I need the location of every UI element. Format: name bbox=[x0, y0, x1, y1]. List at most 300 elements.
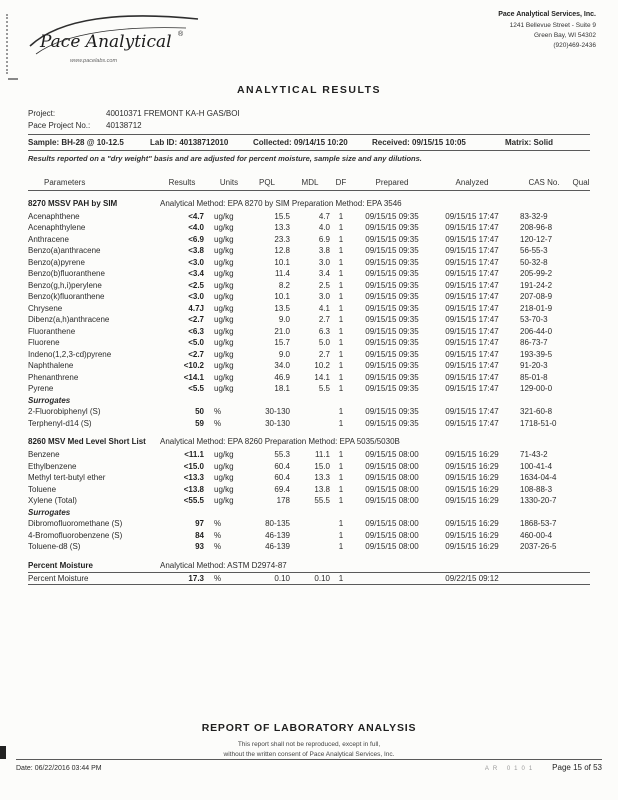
df-cell: 1 bbox=[338, 361, 344, 370]
mdl-cell: 6.9 bbox=[318, 234, 330, 244]
result-cell: <5.5 bbox=[188, 384, 204, 393]
project-row bbox=[28, 108, 240, 120]
column-header-pql: PQL bbox=[258, 178, 275, 187]
footer-right-group bbox=[485, 763, 602, 772]
pql-cell: 30-130 bbox=[265, 407, 290, 416]
cas-no-cell: 53-70-3 bbox=[520, 315, 548, 324]
result-cell: <4.0 bbox=[188, 223, 204, 232]
df-cell: 1 bbox=[338, 484, 344, 494]
result-cell: 93 bbox=[195, 542, 204, 551]
surrogates-label: Surrogates bbox=[28, 395, 71, 405]
cas-no-cell: 71-43-2 bbox=[520, 450, 548, 459]
cas-no-cell: 100-41-4 bbox=[520, 461, 553, 471]
mdl-cell: 6.3 bbox=[318, 326, 330, 336]
qual-cell bbox=[568, 406, 590, 418]
pql-cell: 10.1 bbox=[274, 257, 290, 267]
received-segment bbox=[372, 138, 505, 147]
table-row bbox=[28, 383, 590, 395]
table-row bbox=[28, 222, 590, 234]
df-cell: 1 bbox=[338, 461, 344, 471]
prepared-cell: 09/15/15 08:00 bbox=[365, 519, 419, 528]
table-row bbox=[28, 326, 590, 338]
cas-no-cell: 1868-53-7 bbox=[520, 519, 557, 528]
units-cell: ug/kg bbox=[214, 349, 234, 359]
cas-no-cell: 2037-26-5 bbox=[520, 542, 557, 551]
cas-no-cell: 85-01-8 bbox=[520, 372, 548, 382]
result-cell: <3.4 bbox=[188, 269, 204, 278]
pql-cell: 30-130 bbox=[265, 418, 290, 428]
section-header-row bbox=[28, 436, 590, 449]
result-cell: <14.1 bbox=[183, 372, 204, 382]
analyzed-cell: 09/15/15 17:47 bbox=[445, 407, 499, 416]
mdl-cell: 13.8 bbox=[314, 484, 330, 494]
units-cell: % bbox=[214, 530, 222, 540]
pql-cell: 21.0 bbox=[274, 326, 290, 336]
analyzed-cell: 09/15/15 16:29 bbox=[445, 473, 499, 482]
parameter-cell: Anthracene bbox=[28, 234, 69, 244]
analyzed-cell: 09/15/15 17:47 bbox=[445, 257, 499, 267]
qual-cell bbox=[568, 383, 590, 395]
analyzed-cell: 09/15/15 17:47 bbox=[445, 326, 499, 336]
prepared-cell: 09/15/15 08:00 bbox=[365, 496, 419, 505]
df-cell: 1 bbox=[338, 257, 344, 267]
section-title: 8260 MSV Med Level Short List bbox=[28, 437, 146, 446]
mdl-cell: 11.1 bbox=[315, 450, 330, 459]
column-header-qual: Qual bbox=[572, 178, 590, 187]
mdl-cell: 2.7 bbox=[318, 349, 330, 359]
mdl-cell: 3.0 bbox=[318, 292, 330, 301]
result-cell: <11.1 bbox=[184, 450, 204, 459]
matrix-segment bbox=[505, 138, 590, 147]
prepared-cell: 09/15/15 09:35 bbox=[365, 361, 419, 370]
mdl-cell: 15.0 bbox=[314, 461, 330, 471]
table-row bbox=[28, 484, 590, 496]
qual-cell bbox=[568, 518, 590, 530]
section-method: Analytical Method: ASTM D2974-87 bbox=[160, 560, 287, 570]
mdl-cell bbox=[290, 541, 330, 553]
result-cell: <2.5 bbox=[188, 280, 204, 290]
pql-cell: 8.2 bbox=[278, 280, 290, 290]
results-content bbox=[28, 134, 590, 585]
prepared-cell: 09/15/15 08:00 bbox=[365, 530, 419, 540]
analyzed-cell: 09/15/15 16:29 bbox=[445, 542, 499, 551]
units-cell: % bbox=[214, 573, 222, 583]
table-row bbox=[28, 314, 590, 326]
cas-no-cell: 205-99-2 bbox=[520, 269, 553, 278]
qual-cell bbox=[568, 573, 590, 585]
result-cell: 50 bbox=[195, 407, 204, 416]
parameter-cell: Chrysene bbox=[28, 303, 63, 313]
received-value: 09/15/15 10:05 bbox=[412, 138, 466, 147]
table-row bbox=[28, 245, 590, 257]
dry-weight-note: Results reported on a "dry weight" basis and are adjusted for percent moisture, sample size and any dilutions. bbox=[28, 154, 422, 163]
pql-cell: 13.5 bbox=[274, 303, 290, 313]
pql-cell: 60.4 bbox=[274, 461, 290, 471]
collected-segment bbox=[253, 138, 372, 147]
cas-no-cell: 460-00-4 bbox=[520, 530, 553, 540]
prepared-cell: 09/15/15 09:35 bbox=[365, 246, 419, 255]
df-cell: 1 bbox=[338, 269, 344, 278]
parameter-cell: Benzo(k)fluoranthene bbox=[28, 292, 105, 301]
table-row bbox=[28, 280, 590, 292]
parameter-cell: Naphthalene bbox=[28, 361, 74, 370]
result-cell: 4.7J bbox=[188, 303, 204, 313]
parameter-cell: Ethylbenzene bbox=[28, 461, 77, 471]
qual-cell bbox=[568, 222, 590, 234]
result-cell: 97 bbox=[195, 519, 204, 528]
result-cell: <6.9 bbox=[188, 234, 204, 244]
pql-cell: 15.7 bbox=[274, 338, 290, 347]
parameter-cell: Benzo(b)fluoranthene bbox=[28, 269, 105, 278]
cas-no-cell: 1718-51-0 bbox=[520, 418, 557, 428]
project-info bbox=[28, 108, 240, 133]
df-cell: 1 bbox=[338, 326, 344, 336]
pql-cell: 15.5 bbox=[274, 211, 290, 221]
section-header-row bbox=[28, 560, 590, 573]
units-cell: ug/kg bbox=[214, 223, 234, 232]
parameter-cell: Benzo(a)anthracene bbox=[28, 246, 101, 255]
analyzed-cell: 09/15/15 17:47 bbox=[445, 292, 499, 301]
pql-cell: 60.4 bbox=[274, 473, 290, 482]
column-header-prepared: Prepared bbox=[375, 178, 409, 187]
analyzed-cell: 09/15/15 17:47 bbox=[445, 361, 499, 370]
df-cell: 1 bbox=[338, 292, 344, 301]
table-row bbox=[28, 337, 590, 349]
table-row bbox=[28, 406, 590, 418]
qual-cell bbox=[568, 349, 590, 361]
cas-no-cell: 321-60-8 bbox=[520, 407, 553, 416]
lab-company-name: Pace Analytical Services, Inc. bbox=[498, 11, 596, 18]
disclaimer-line2: without the written consent of Pace Analytical Services, Inc. bbox=[223, 750, 395, 758]
parameter-cell: Percent Moisture bbox=[28, 573, 89, 583]
units-cell: ug/kg bbox=[214, 496, 234, 505]
cas-no-cell: 208-96-8 bbox=[520, 223, 553, 232]
lab-address-line2: Green Bay, WI 54302 bbox=[533, 31, 596, 39]
project-label: Project: bbox=[28, 109, 56, 118]
parameter-cell: Dibenz(a,h)anthracene bbox=[28, 315, 110, 324]
result-cell: <3.0 bbox=[188, 292, 204, 301]
prepared-cell: 09/15/15 09:35 bbox=[365, 407, 419, 416]
qual-cell bbox=[568, 372, 590, 384]
qual-cell bbox=[568, 303, 590, 315]
analyzed-cell: 09/15/15 17:47 bbox=[445, 246, 499, 255]
mdl-cell: 2.7 bbox=[318, 315, 330, 324]
prepared-cell: 09/15/15 09:35 bbox=[365, 223, 419, 232]
prepared-cell: 09/15/15 08:00 bbox=[365, 461, 419, 471]
units-cell: % bbox=[214, 519, 222, 528]
qual-cell bbox=[568, 530, 590, 542]
units-cell: ug/kg bbox=[214, 257, 234, 267]
analyzed-cell: 09/15/15 16:29 bbox=[445, 496, 499, 505]
units-cell: ug/kg bbox=[214, 280, 234, 290]
prepared-cell: 09/15/15 09:35 bbox=[365, 303, 419, 313]
table-row bbox=[28, 291, 590, 303]
df-cell: 1 bbox=[338, 418, 344, 428]
parameter-cell: Phenanthrene bbox=[28, 372, 79, 382]
df-cell: 1 bbox=[338, 223, 344, 232]
df-cell: 1 bbox=[338, 338, 344, 347]
table-row bbox=[28, 268, 590, 280]
prepared-cell: 09/15/15 08:00 bbox=[365, 473, 419, 482]
qual-cell bbox=[568, 314, 590, 326]
lab-phone: (920)469-2436 bbox=[553, 41, 596, 49]
df-cell: 1 bbox=[338, 315, 344, 324]
pql-cell: 178 bbox=[276, 496, 290, 505]
qual-cell bbox=[568, 495, 590, 507]
analyzed-cell: 09/15/15 17:47 bbox=[445, 418, 499, 428]
units-cell: ug/kg bbox=[214, 372, 234, 382]
logo-swoosh-icon bbox=[26, 10, 211, 70]
table-row bbox=[28, 449, 590, 461]
pql-cell: 69.4 bbox=[274, 484, 290, 494]
collected-label: Collected: bbox=[253, 138, 292, 147]
units-cell: ug/kg bbox=[214, 361, 234, 370]
prepared-cell: 09/15/15 09:35 bbox=[365, 384, 419, 393]
qual-cell bbox=[568, 291, 590, 303]
mdl-cell: 4.1 bbox=[318, 303, 330, 313]
df-cell: 1 bbox=[338, 246, 344, 255]
print-date-value: 06/22/2016 03:44 PM bbox=[34, 765, 102, 772]
cas-no-cell: 86-73-7 bbox=[520, 338, 548, 347]
cas-no-cell: 50-32-8 bbox=[520, 257, 548, 267]
prepared-cell: 09/15/15 08:00 bbox=[365, 542, 419, 551]
units-cell: ug/kg bbox=[214, 315, 234, 324]
cas-no-cell: 193-39-5 bbox=[520, 349, 553, 359]
table-row bbox=[28, 573, 590, 586]
result-cell: <5.0 bbox=[188, 338, 204, 347]
report-footer-title: REPORT OF LABORATORY ANALYSIS bbox=[201, 722, 417, 734]
mdl-cell: 4.7 bbox=[318, 211, 330, 221]
prepared-cell: 09/15/15 09:35 bbox=[365, 211, 419, 221]
sample-summary-row bbox=[28, 134, 590, 151]
units-cell: ug/kg bbox=[214, 303, 234, 313]
df-cell: 1 bbox=[338, 542, 344, 551]
result-cell: 59 bbox=[195, 418, 204, 428]
pql-cell: 9.0 bbox=[278, 315, 290, 324]
units-cell: % bbox=[214, 542, 222, 551]
column-header-parameter: Parameters bbox=[44, 178, 86, 187]
cas-no-cell: 218-01-9 bbox=[520, 303, 553, 313]
df-cell: 1 bbox=[338, 519, 344, 528]
parameter-cell: Dibromofluoromethane (S) bbox=[28, 519, 123, 528]
mdl-cell: 4.0 bbox=[318, 223, 330, 232]
units-cell: % bbox=[214, 407, 222, 416]
mdl-cell: 3.8 bbox=[318, 246, 330, 255]
surrogates-label: Surrogates bbox=[28, 507, 71, 517]
result-cell: <10.2 bbox=[183, 361, 204, 370]
mdl-cell: 3.0 bbox=[318, 257, 330, 267]
cas-no-cell: 191-24-2 bbox=[520, 280, 553, 290]
cas-no-cell bbox=[512, 573, 568, 585]
qual-cell bbox=[568, 268, 590, 280]
column-header-df: DF bbox=[335, 178, 347, 187]
project-number-row bbox=[28, 120, 240, 132]
units-cell: % bbox=[214, 418, 222, 428]
section-header-row bbox=[28, 198, 590, 211]
table-row bbox=[28, 360, 590, 372]
df-cell: 1 bbox=[338, 530, 344, 540]
qual-cell bbox=[568, 280, 590, 292]
pql-cell: 9.0 bbox=[278, 349, 290, 359]
analyzed-cell: 09/15/15 17:47 bbox=[445, 223, 499, 232]
pql-cell: 55.3 bbox=[274, 450, 290, 459]
units-cell: ug/kg bbox=[214, 461, 234, 471]
pql-cell: 46.9 bbox=[274, 372, 290, 382]
parameter-cell: Xylene (Total) bbox=[28, 496, 77, 505]
scan-stamp-marks: AR 0101 bbox=[484, 766, 537, 772]
cas-no-cell: 129-00-0 bbox=[520, 384, 553, 393]
mdl-cell: 3.4 bbox=[318, 269, 330, 278]
qual-cell bbox=[568, 326, 590, 338]
parameter-cell: Fluorene bbox=[28, 338, 60, 347]
analyzed-cell: 09/15/15 17:47 bbox=[445, 211, 499, 221]
analyzed-cell: 09/15/15 17:47 bbox=[445, 372, 499, 382]
qual-cell bbox=[568, 211, 590, 223]
table-row bbox=[28, 257, 590, 269]
analyzed-cell: 09/22/15 09:12 bbox=[445, 573, 499, 583]
cas-no-cell: 1634-04-4 bbox=[520, 473, 557, 482]
column-header-units: Units bbox=[219, 178, 239, 187]
df-cell: 1 bbox=[338, 573, 344, 583]
qual-cell bbox=[568, 541, 590, 553]
parameter-cell: Terphenyl-d14 (S) bbox=[28, 418, 92, 428]
pql-cell: 80-135 bbox=[265, 519, 290, 528]
mdl-cell: 5.5 bbox=[318, 384, 330, 393]
project-no-label: Pace Project No.: bbox=[28, 121, 91, 131]
table-row bbox=[28, 518, 590, 530]
letterhead bbox=[26, 10, 596, 70]
result-cell: <13.8 bbox=[183, 484, 204, 494]
cas-no-cell: 1330-20-7 bbox=[520, 496, 557, 505]
cas-no-cell: 207-08-9 bbox=[520, 292, 553, 301]
result-cell: <13.3 bbox=[183, 473, 204, 482]
result-cell: 84 bbox=[195, 530, 204, 540]
table-row bbox=[28, 372, 590, 384]
footer-bottom-bar bbox=[16, 763, 602, 772]
analyzed-cell: 09/15/15 17:47 bbox=[445, 234, 499, 244]
result-cell: <2.7 bbox=[188, 349, 204, 359]
qual-cell bbox=[568, 418, 590, 430]
units-cell: ug/kg bbox=[214, 326, 234, 336]
disclaimer-line1: This report shall not be reproduced, except in full, bbox=[237, 741, 381, 748]
mdl-cell: 2.5 bbox=[318, 280, 330, 290]
prepared-cell: 09/15/15 09:35 bbox=[365, 292, 419, 301]
pql-cell: 0.10 bbox=[274, 573, 290, 583]
page-number: Page 15 of 53 bbox=[552, 763, 602, 772]
mdl-cell: 55.5 bbox=[314, 496, 330, 505]
analyzed-cell: 09/15/15 17:47 bbox=[445, 349, 499, 359]
pql-cell: 18.1 bbox=[274, 384, 290, 393]
parameter-cell: Toluene-d8 (S) bbox=[28, 542, 81, 551]
section-title: 8270 MSSV PAH by SIM bbox=[28, 198, 118, 208]
cas-no-cell: 56-55-3 bbox=[520, 246, 548, 255]
logo-url: www.pacelabs.com bbox=[70, 58, 118, 64]
result-cell: <55.5 bbox=[183, 496, 204, 505]
mdl-cell: 0.10 bbox=[314, 573, 330, 583]
analyzed-cell: 09/15/15 17:47 bbox=[445, 303, 499, 313]
parameter-cell: 2-Fluorobiphenyl (S) bbox=[28, 407, 101, 416]
print-date bbox=[16, 765, 102, 772]
pace-analytical-logo bbox=[26, 10, 211, 70]
logo-text: Pace Analytical bbox=[40, 32, 172, 52]
qual-cell bbox=[568, 484, 590, 496]
table-row bbox=[28, 472, 590, 484]
section-title: Percent Moisture bbox=[28, 560, 93, 570]
prepared-cell: 09/15/15 09:35 bbox=[365, 372, 419, 382]
result-cell: <3.0 bbox=[188, 257, 204, 267]
lab-address-block bbox=[498, 10, 596, 70]
analyzed-cell: 09/15/15 16:29 bbox=[445, 519, 499, 528]
column-header-analyzed: Analyzed bbox=[455, 178, 489, 187]
prepared-cell: 09/15/15 08:00 bbox=[365, 484, 419, 494]
lab-id-label: Lab ID: bbox=[150, 138, 178, 147]
result-cell: <6.3 bbox=[188, 326, 204, 336]
units-cell: ug/kg bbox=[214, 211, 234, 221]
pql-cell: 23.3 bbox=[274, 234, 290, 244]
parameter-cell: Benzo(a)pyrene bbox=[28, 257, 85, 267]
pql-cell: 11.4 bbox=[275, 269, 290, 278]
df-cell: 1 bbox=[338, 211, 344, 221]
df-cell: 1 bbox=[338, 349, 344, 359]
df-cell: 1 bbox=[338, 473, 344, 482]
footer-divider bbox=[16, 759, 602, 760]
parameter-cell: Benzene bbox=[28, 450, 60, 459]
prepared-cell: 09/15/15 09:35 bbox=[365, 280, 419, 290]
parameter-cell: 4-Bromofluorobenzene (S) bbox=[28, 530, 123, 540]
pql-cell: 10.1 bbox=[274, 292, 290, 301]
received-label: Received: bbox=[372, 138, 410, 147]
column-header-mdl: MDL bbox=[301, 178, 319, 187]
prepared-cell: 09/15/15 09:35 bbox=[365, 234, 419, 244]
analyzed-cell: 09/15/15 17:47 bbox=[445, 280, 499, 290]
table-row bbox=[28, 530, 590, 542]
table-row bbox=[28, 461, 590, 473]
prepared-cell: 09/15/15 09:35 bbox=[365, 326, 419, 336]
df-cell: 1 bbox=[338, 303, 344, 313]
parameter-cell: Pyrene bbox=[28, 384, 54, 393]
analyzed-cell: 09/15/15 17:47 bbox=[445, 315, 499, 324]
pql-cell: 13.3 bbox=[274, 223, 290, 232]
section-method: Analytical Method: EPA 8260 Preparation Method: EPA 5035/5030B bbox=[160, 437, 400, 446]
table-row bbox=[28, 418, 590, 430]
cas-no-cell: 206-44-0 bbox=[520, 326, 553, 336]
analyzed-cell: 09/15/15 17:47 bbox=[445, 384, 499, 393]
mdl-cell: 14.1 bbox=[314, 372, 330, 382]
df-cell: 1 bbox=[338, 496, 344, 505]
qual-cell bbox=[568, 234, 590, 246]
mdl-cell bbox=[290, 406, 330, 418]
analyzed-cell: 09/15/15 16:29 bbox=[445, 484, 499, 494]
surrogates-row bbox=[28, 395, 590, 407]
units-cell: ug/kg bbox=[214, 269, 234, 278]
parameter-cell: Acenaphthylene bbox=[28, 223, 86, 232]
mdl-cell bbox=[290, 518, 330, 530]
prepared-cell: 09/15/15 08:00 bbox=[365, 450, 419, 459]
units-cell: ug/kg bbox=[214, 384, 234, 393]
qual-cell bbox=[568, 472, 590, 484]
analyzed-cell: 09/15/15 17:47 bbox=[445, 338, 499, 347]
section-method: Analytical Method: EPA 8270 by SIM Preparation Method: EPA 3546 bbox=[160, 198, 402, 208]
prepared-cell: 09/15/15 09:35 bbox=[365, 338, 419, 347]
print-date-label: Date: bbox=[16, 765, 33, 772]
scan-artifact bbox=[8, 78, 18, 80]
page-title: ANALYTICAL RESULTS bbox=[236, 84, 382, 96]
units-cell: ug/kg bbox=[214, 246, 234, 255]
mdl-cell: 5.0 bbox=[318, 338, 330, 347]
result-cell: <3.8 bbox=[188, 246, 204, 255]
result-cell: <15.0 bbox=[183, 461, 204, 471]
cas-no-cell: 108-88-3 bbox=[520, 484, 553, 494]
